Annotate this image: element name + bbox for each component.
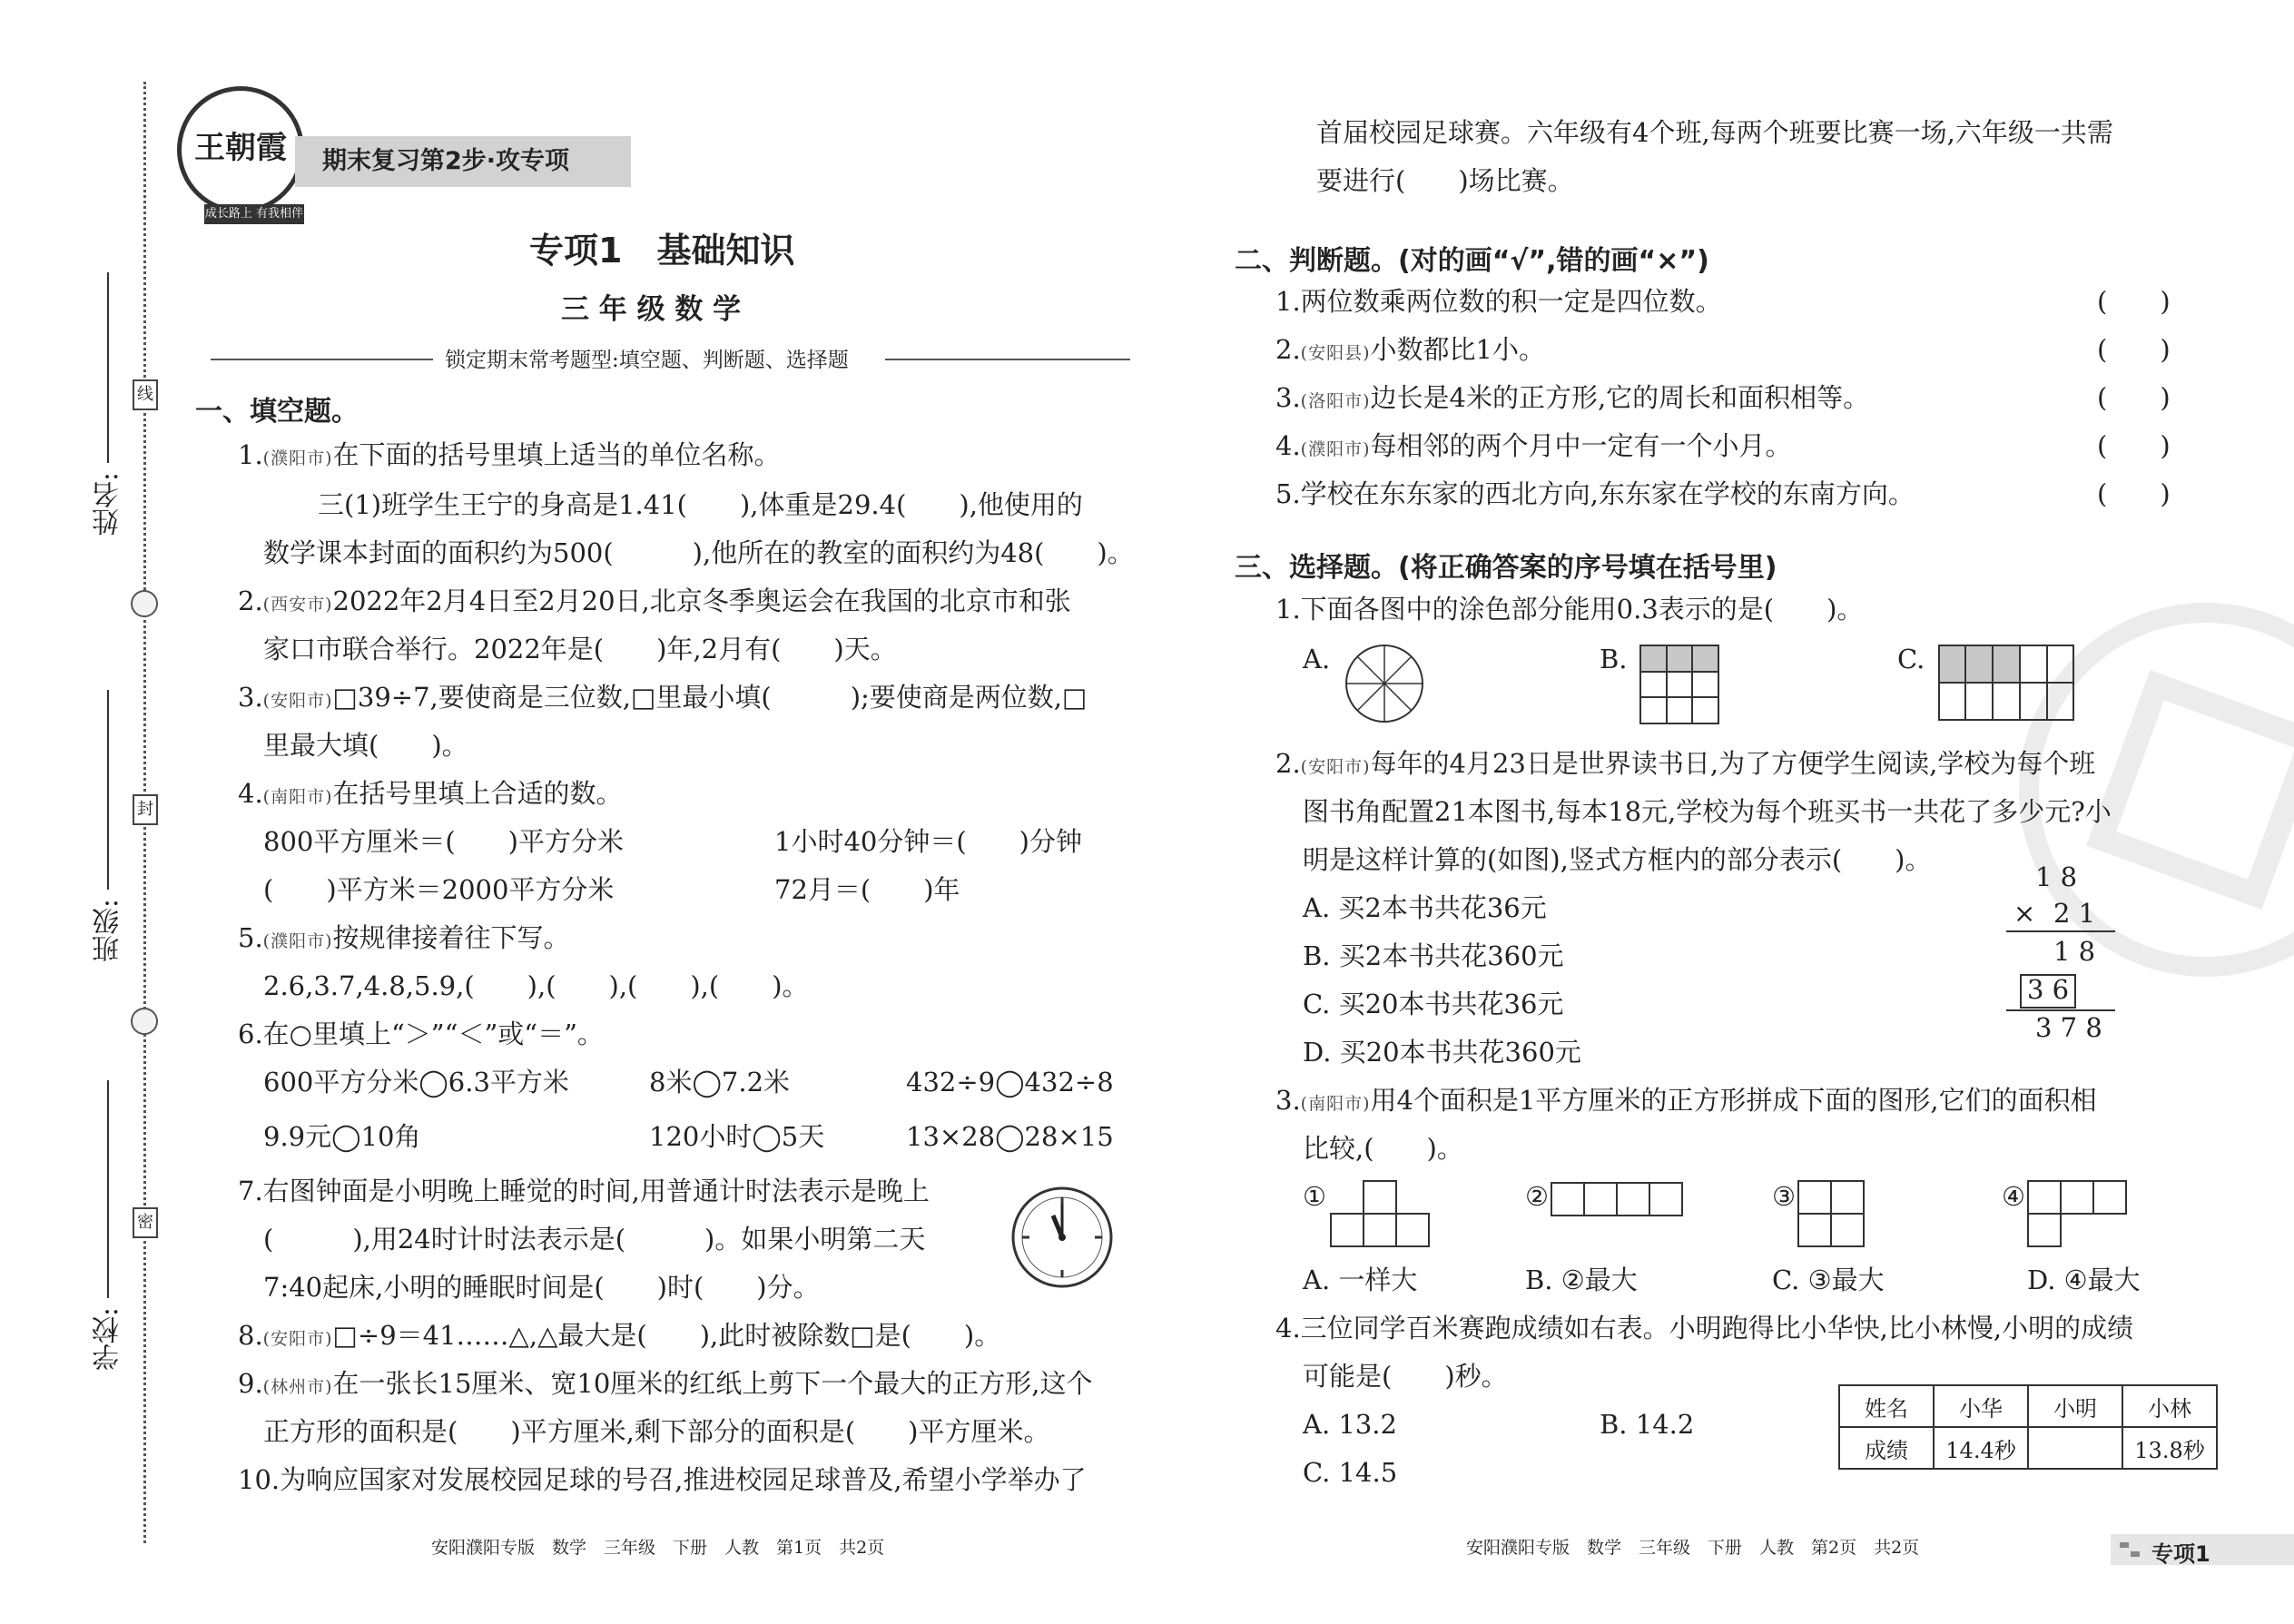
question-10-cont-line-2: 要进行( )场比赛。 xyxy=(1316,165,1574,196)
table-cell xyxy=(2028,1427,2122,1469)
calc-row-4: 3 6 xyxy=(2027,974,2070,1005)
table-cell: 小明 xyxy=(2028,1385,2122,1427)
choice-2-option-a: A. 买2本书共花36元 xyxy=(1303,892,1547,923)
binding-hole-icon xyxy=(131,1008,158,1035)
binding-hole-icon xyxy=(131,590,158,617)
shape-1-mark: ① xyxy=(1303,1181,1326,1212)
question-6-e: 120小时◯5天 xyxy=(649,1121,825,1152)
choice-2-option-b: B. 买2本书共花360元 xyxy=(1303,940,1564,971)
calc-row-5: 3 7 8 xyxy=(2035,1012,2102,1043)
choice-1-option-c-label: C. xyxy=(1897,644,1925,674)
school-write-line xyxy=(107,1080,109,1298)
logo-text: 王朝霞 xyxy=(194,130,287,166)
choice-4-line-2: 可能是( )秒。 xyxy=(1303,1361,1508,1392)
choice-2: 2.(安阳市)每年的4月23日是世界读书日,为了方便学生阅读,学校为每个班 xyxy=(1275,748,2096,779)
question-6: 6.在○里填上“＞”“＜”或“＝”。 xyxy=(238,1019,604,1049)
question-6-f: 13×28◯28×15 xyxy=(906,1121,1114,1152)
calc-row-3: 1 8 xyxy=(2053,936,2096,967)
choice-4-option-a: A. 13.2 xyxy=(1303,1409,1397,1440)
section-true-false: 二、判断题。(对的画“√”,错的画“×”) xyxy=(1235,245,1709,277)
logo-ribbon: 成长路上 有我相伴 xyxy=(204,204,304,224)
question-6-d: 9.9元◯10角 xyxy=(263,1121,421,1152)
question-4-a: 800平方厘米＝( )平方分米 xyxy=(263,826,624,857)
class-write-line xyxy=(107,690,109,890)
judge-item: 2.(安阳县)小数都比1小。 xyxy=(1275,334,1545,365)
question-4: 4.(南阳市)在括号里填上合适的数。 xyxy=(238,778,623,809)
question-9-line-2: 正方形的面积是( )平方厘米,剩下部分的面积是( )平方厘米。 xyxy=(263,1416,1050,1447)
shape-3-mark: ③ xyxy=(1772,1181,1796,1212)
judge-answer-paren[interactable]: ( ) xyxy=(2097,430,2171,461)
shape-4-mark: ④ xyxy=(2002,1181,2025,1212)
choice-3: 3.(南阳市)用4个面积是1平方厘米的正方形拼成下面的图形,它们的面积相 xyxy=(1275,1085,2097,1116)
shape-2-figure-icon xyxy=(1551,1182,1687,1218)
judge-answer-paren[interactable]: ( ) xyxy=(2097,286,2171,317)
corner-tag-dots-icon xyxy=(2131,1551,2140,1557)
question-6-c: 432÷9◯432÷8 xyxy=(906,1067,1114,1097)
choice-3-option-c: C. ③最大 xyxy=(1772,1265,1885,1295)
judge-item: 4.(濮阳市)每相邻的两个月中一定有一个小月。 xyxy=(1275,430,1792,461)
question-7-line-3: 7:40起床,小明的睡眠时间是( )时( )分。 xyxy=(263,1272,820,1303)
table-cell: 成绩 xyxy=(1839,1427,1934,1469)
question-7: 7.右图钟面是小明晚上睡觉的时间,用普通计时法表示是晚上 xyxy=(238,1176,930,1206)
question-2: 2.(西安市)2022年2月4日至2月20日,北京冬季奥运会在我国的北京市和张 xyxy=(238,586,1071,616)
section-fill-blank: 一、填空题。 xyxy=(195,396,359,428)
question-1: 1.(濮阳市)在下面的括号里填上适当的单位名称。 xyxy=(238,439,781,470)
pie-figure-icon xyxy=(1344,643,1425,724)
question-10-cont-line-1: 首届校园足球赛。六年级有4个班,每两个班要比赛一场,六年级一共需 xyxy=(1316,117,2113,148)
choice-1-option-a-label: A. xyxy=(1303,644,1331,674)
grid-5x2-figure-icon xyxy=(1938,645,2074,721)
choice-4-option-c: C. 14.5 xyxy=(1303,1457,1398,1488)
choice-3-line-2: 比较,( )。 xyxy=(1303,1133,1463,1164)
question-2-line-2: 家口市联合举行。2022年是( )年,2月有( )天。 xyxy=(263,634,897,664)
question-3-line-2: 里最大填( )。 xyxy=(263,730,468,761)
calc-row-2: 2 1 xyxy=(2053,898,2096,929)
question-1-line-3: 数学课本封面的面积约为500( ),他所在的教室的面积约为48( )。 xyxy=(263,537,1134,568)
grid-3x3-figure-icon xyxy=(1639,645,1719,724)
shape-1-figure-icon xyxy=(1330,1180,1430,1249)
corner-tag-label: 专项1 xyxy=(2151,1541,2210,1567)
question-4-b: 1小时40分钟＝( )分钟 xyxy=(774,826,1082,857)
choice-4: 4.三位同学百米赛跑成绩如右表。小明跑得比小华快,比小林慢,小明的成绩 xyxy=(1275,1313,2134,1343)
left-page-footer: 安阳濮阳专版 数学 三年级 下册 人教 第1页 共2页 xyxy=(431,1538,885,1558)
page-title: 专项1 基础知识 xyxy=(529,231,795,271)
page-subtitle: 三 年 级 数 学 xyxy=(561,293,742,326)
calc-operator: × xyxy=(2013,898,2036,929)
tagline-rule-left xyxy=(211,359,433,360)
cut-mark-secret: 密 xyxy=(133,1207,158,1238)
table-cell: 小华 xyxy=(1934,1385,2028,1427)
class-label: 班级: xyxy=(93,899,124,963)
judge-item: 3.(洛阳市)边长是4米的正方形,它的周长和面积相等。 xyxy=(1275,382,1870,413)
choice-3-option-b: B. ②最大 xyxy=(1525,1265,1638,1295)
section-multiple-choice: 三、选择题。(将正确答案的序号填在括号里) xyxy=(1235,552,1777,584)
right-page-footer: 安阳濮阳专版 数学 三年级 下册 人教 第2页 共2页 xyxy=(1466,1538,1920,1558)
question-5-line-2: 2.6,3.7,4.8,5.9,( ),( ),( ),( )。 xyxy=(263,970,809,1001)
race-results-table xyxy=(1838,1384,2218,1470)
name-write-line xyxy=(107,272,109,463)
step-banner: 期末复习第2步·攻专项 xyxy=(295,136,631,187)
question-6-b: 8米◯7.2米 xyxy=(649,1067,791,1097)
question-4-c: ( )平方米＝2000平方分米 xyxy=(263,874,615,905)
question-4-d: 72月＝( )年 xyxy=(774,874,960,905)
table-cell: 小林 xyxy=(2122,1385,2217,1427)
judge-answer-paren[interactable]: ( ) xyxy=(2097,478,2171,509)
question-1-line-2: 三(1)班学生王宁的身高是1.41( ),体重是29.4( ),他使用的 xyxy=(318,489,1083,520)
choice-3-option-d: D. ④最大 xyxy=(2027,1265,2141,1295)
cut-mark-line: 线 xyxy=(133,379,158,410)
judge-item: 5.学校在东东家的西北方向,东东家在学校的东南方向。 xyxy=(1275,478,1915,509)
choice-2-line-2: 图书角配置21本图书,每本18元,学校为每个班买书一共花了多少元?小 xyxy=(1303,796,2112,827)
corner-tag xyxy=(2111,1534,2294,1565)
question-7-line-2: ( ),用24时计时法表示是( )。如果小明第二天 xyxy=(263,1224,926,1255)
question-8: 8.(安阳市)□÷9＝41……△,△最大是( ),此时被除数□是( )。 xyxy=(238,1320,1001,1351)
table-row xyxy=(1839,1385,2217,1427)
question-10: 10.为响应国家对发展校园足球的号召,推进校园足球普及,希望小学举办了 xyxy=(238,1464,1087,1495)
name-label: 姓名: xyxy=(93,472,124,536)
question-9: 9.(林州市)在一张长15厘米、宽10厘米的红纸上剪下一个最大的正方形,这个 xyxy=(238,1368,1093,1399)
table-cell: 13.8秒 xyxy=(2122,1427,2217,1469)
choice-2-option-c: C. 买20本书共花36元 xyxy=(1303,989,1564,1019)
school-label: 学校: xyxy=(93,1307,124,1372)
choice-2-line-3: 明是这样计算的(如图),竖式方框内的部分表示( )。 xyxy=(1303,844,1932,875)
question-6-a: 600平方分米◯6.3平方米 xyxy=(263,1067,569,1097)
calc-row-1: 1 8 xyxy=(2035,861,2078,892)
choice-3-option-a: A. 一样大 xyxy=(1303,1265,1418,1295)
table-row xyxy=(1839,1427,2217,1469)
logo-badge xyxy=(177,86,304,213)
tagline-rule-right xyxy=(885,359,1130,360)
corner-tag-dots-icon xyxy=(2120,1542,2129,1548)
judge-answer-paren[interactable]: ( ) xyxy=(2097,334,2171,365)
question-3: 3.(安阳市)□39÷7,要使商是三位数,□里最小填( );要使商是两位数,□ xyxy=(238,682,1088,713)
tagline: 锁定期末常考题型:填空题、判断题、选择题 xyxy=(445,349,849,372)
judge-answer-paren[interactable]: ( ) xyxy=(2097,382,2171,413)
question-5: 5.(濮阳市)按规律接着往下写。 xyxy=(238,922,570,953)
clock-face-icon xyxy=(1009,1185,1115,1290)
judge-item: 1.两位数乘两位数的积一定是四位数。 xyxy=(1275,286,1722,317)
shape-4-figure-icon xyxy=(2027,1180,2129,1249)
cut-mark-seal: 封 xyxy=(133,794,158,825)
table-cell: 姓名 xyxy=(1839,1385,1934,1427)
choice-1-option-b-label: B. xyxy=(1600,644,1628,674)
table-cell: 14.4秒 xyxy=(1934,1427,2028,1469)
choice-2-option-d: D. 买20本书共花360元 xyxy=(1303,1037,1581,1068)
choice-4-option-b: B. 14.2 xyxy=(1600,1409,1695,1440)
shape-3-figure-icon xyxy=(1797,1180,1866,1249)
choice-1: 1.下面各图中的涂色部分能用0.3表示的是( )。 xyxy=(1275,594,1864,625)
shape-2-mark: ② xyxy=(1525,1181,1549,1212)
